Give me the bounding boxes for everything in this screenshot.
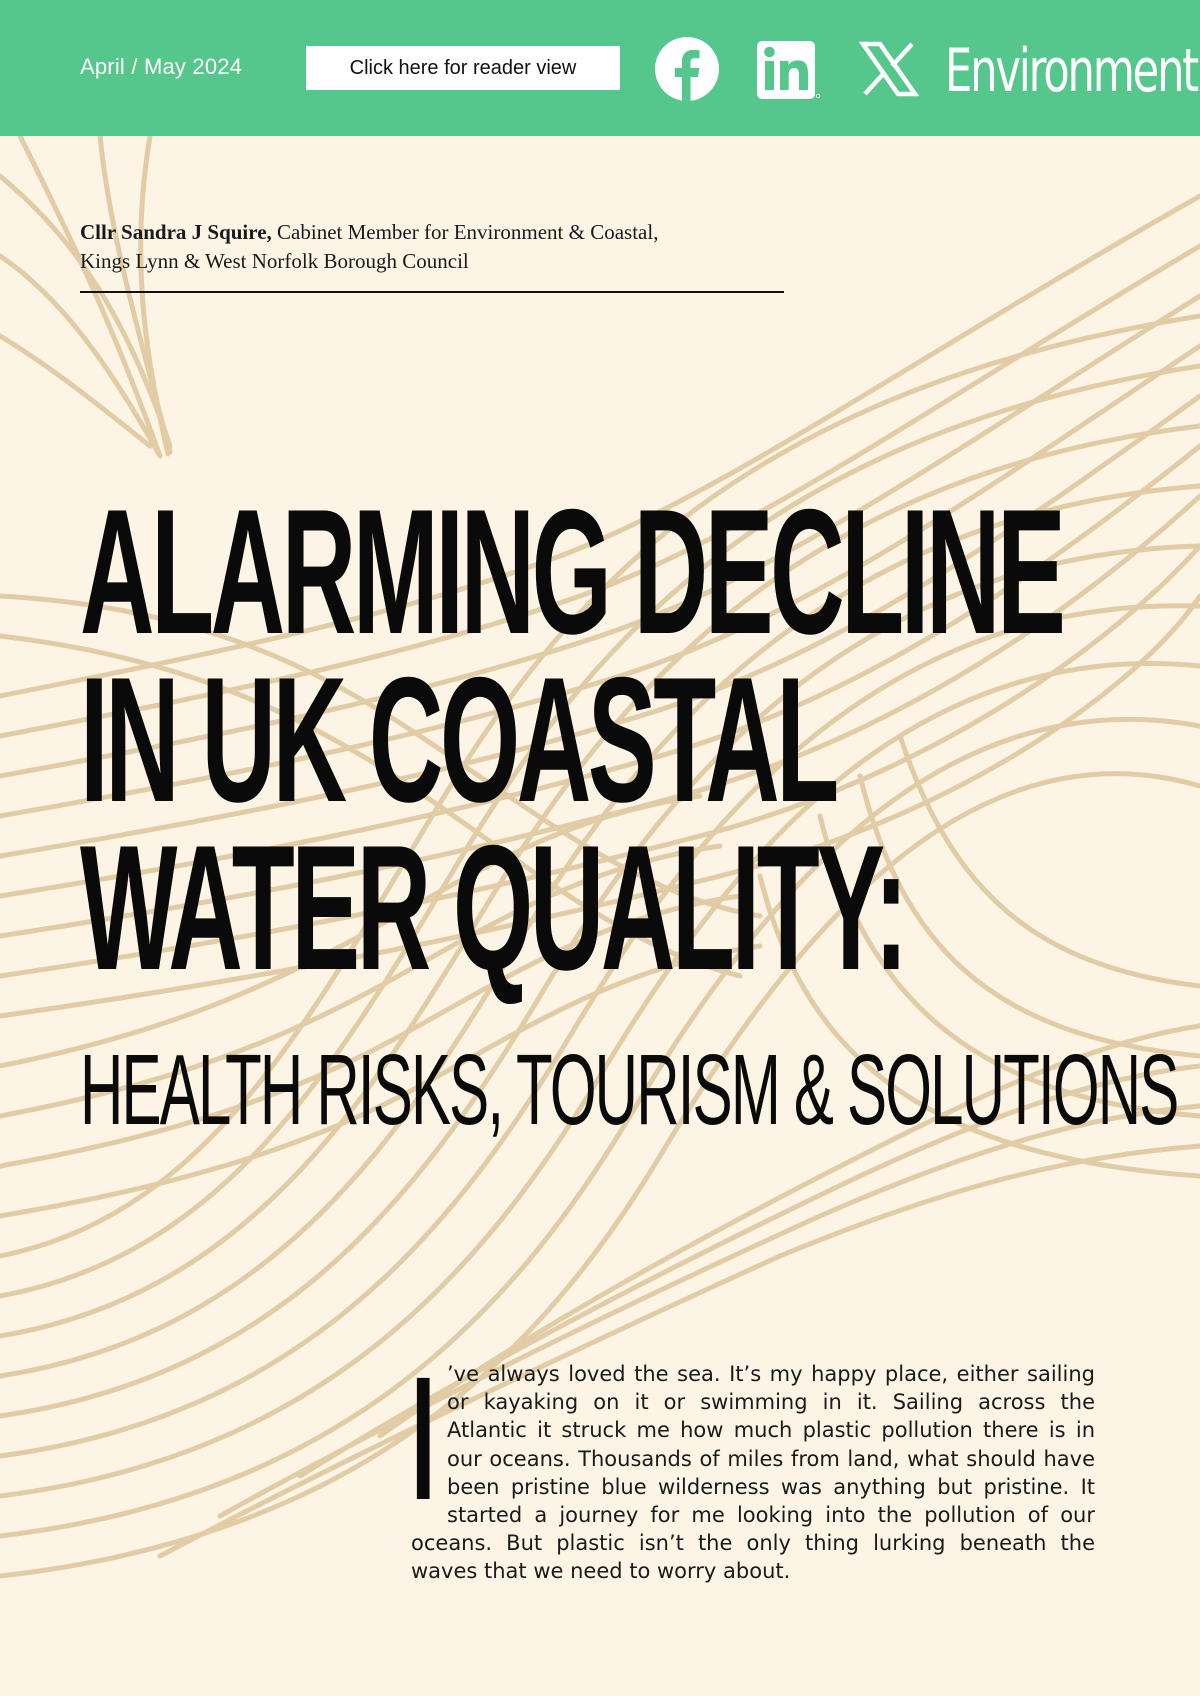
article-body-text: ’ve always loved the sea. It’s my happy place, either sailing or kayaking on it or swimming in it. Sailing across the Atlantic it struck me how much plastic pollution there is in our oceans. Thousands of miles from land, what should have been pristine blue wilderness was anything but pristine. It started a journey for me looking into the pollution of our oceans. But plastic isn’t the only thing lurking beneath the waves that we need to worry about. [411, 1362, 1095, 1584]
author-role: Cabinet Member for Environment & Coastal, [277, 220, 659, 244]
byline-divider [80, 291, 784, 293]
linkedin-icon[interactable] [754, 36, 820, 102]
drop-cap: I [411, 1341, 436, 1537]
article-intro-paragraph [411, 1341, 1095, 1586]
byline [80, 218, 780, 276]
top-bar [0, 0, 1200, 136]
author-organisation: Kings Lynn & West Norfolk Borough Council [80, 249, 469, 273]
x-icon[interactable] [856, 36, 922, 102]
headline-line-2: IN UK COASTAL [80, 640, 836, 839]
author-name: Cllr Sandra J Squire, [80, 220, 272, 244]
headline-line-1: ALARMING DECLINE [80, 472, 1063, 671]
article-headline [80, 472, 1063, 1007]
section-name: Environment [945, 36, 1198, 106]
facebook-icon[interactable] [654, 36, 720, 102]
article-subheadline: HEALTH RISKS, TOURISM & SOLUTIONS [80, 1034, 1178, 1146]
issue-date: April / May 2024 [80, 54, 243, 79]
reader-view-button[interactable]: Click here for reader view [306, 46, 620, 90]
headline-line-3: WATER QUALITY: [80, 808, 905, 1007]
